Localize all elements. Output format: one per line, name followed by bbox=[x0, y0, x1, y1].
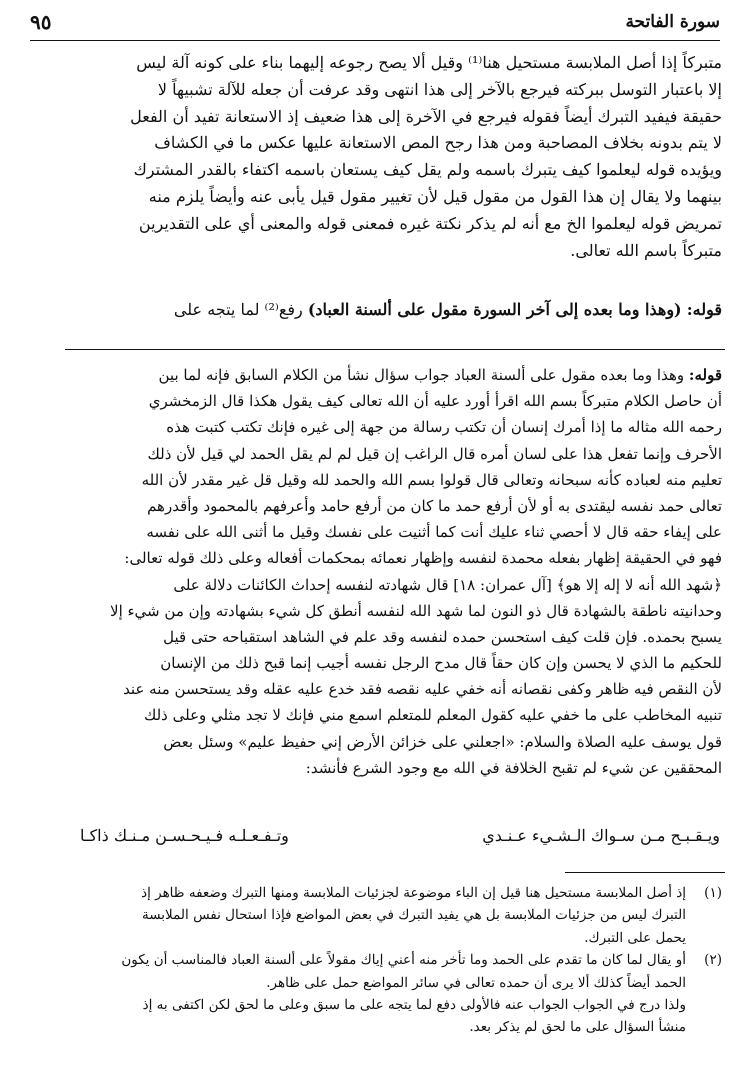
footnote-line bbox=[42, 1016, 722, 1038]
footnote-line bbox=[42, 972, 722, 994]
footnote-divider bbox=[565, 872, 725, 873]
poem-second-hemistich: وتـفـعـلـه فـيـحـسـن مـنـك ذاكـا bbox=[80, 826, 289, 845]
commentary-lead: قوله: bbox=[688, 366, 722, 384]
commentary-line: قول يوسف عليه الصلاة والسلام: «اجعلني على خزائن الأرض إني حفيظ عليم» وسئل بعض bbox=[163, 732, 722, 751]
footnote-marker: (١) bbox=[704, 885, 722, 901]
footnote-text: أو يقال لما كان ما تقدم على الحمد وما تأخر منه أعني إياك مقولاً على ألسنة العباد فالمناسب أن يكون bbox=[121, 952, 686, 969]
commentary-line: وحدانيته ناطقة بالشهادة قال ذو النون لما شهد الله لنفسه أنطق كل شيء بشهادته وإن من شيء إلا bbox=[110, 601, 722, 620]
footnote-text: يحمل على التبرك. bbox=[584, 929, 686, 946]
running-header bbox=[30, 10, 720, 41]
commentary-line: ﴿شهد الله أنه لا إله إلا هو﴾ [آل عمران: ١٨] قال شهادته لنفسه إحداث الكائنات دلالة على bbox=[173, 575, 722, 594]
commentary-line bbox=[42, 362, 722, 388]
poem-verse bbox=[80, 826, 720, 856]
qawluh-quote: (وهذا وما بعده إلى آخر السورة مقول على ألسنة العباد) bbox=[307, 300, 682, 319]
main-line: إلا باعتبار التوسل ببركته فيرجع بالآخر إلى هذا انتهى وقد عرفت أن جعله للآلة تشبيهاً لا bbox=[157, 79, 722, 99]
footnotes bbox=[42, 882, 722, 1039]
qawluh-line bbox=[52, 296, 722, 324]
footnote-line bbox=[42, 994, 722, 1016]
commentary-line: يسبح بحمده. فإن قلت كيف استحسن حمده لنفسه وقد علم في الشاهد استقباحه حتى قيل bbox=[163, 627, 722, 646]
footnote-text: ولذا درج في الجواب الجواب عنه فالأولى دفع لما يتجه على ما سبق وعلى ما لحق لكن اكتفى به إذ bbox=[142, 996, 686, 1013]
surah-title: سورة الفاتحة bbox=[625, 12, 720, 32]
commentary-line: الأحرف وإنما تفعل هذا على لسان أمره قال الراغب إن قيل لم لم يقل الحمد لي قيل لأن ذلك bbox=[147, 444, 722, 463]
main-line: ويؤيده قوله ليعلموا كيف يتبرك باسمه ولم يقل كيف يستعان باسمه اكتفاء بالقدر المشترك bbox=[133, 160, 722, 180]
main-line: بينهما ولا يقال إن هذا القول من مقول قيل لأن تغيير مقول قيل يأبى عنه وأيضاً يلزم منه bbox=[148, 186, 722, 206]
qawluh-label: قوله: bbox=[686, 300, 722, 319]
qawluh-rest: رفع⁽²⁾ لما يتجه على bbox=[173, 300, 303, 319]
commentary-line: تنبيه المخاطب على ما خفي عليه كقول المعلم للمتعلم اسمع مني فإنك لا تجد مثلي وعلى ذلك bbox=[143, 706, 722, 725]
commentary-line: تعالى حمد نفسه ليقتدى به أو لأن أرفع حمد ما كان من أرفع حامد وأعرفهم بالمحمود وأقدرهم bbox=[147, 496, 722, 515]
footnote-text: إذ أصل الملابسة مستحيل هنا قيل إن الباء موضوعة لجزئيات الملابسة ومنها التبرك وضعفه ظاهر إذ bbox=[141, 885, 686, 901]
commentary-line: لأن النقص فيه ظاهر وكفى نقصانه أنه خفي عليه نقصه فقد خدع عليه عقله وقد يستحسن منه عند bbox=[123, 680, 722, 699]
commentary-line: أن حاصل الكلام متبركاً بسم الله اقرأ أورد عليه أن الله تعالى كيف يقول هكذا قال الزمخشري bbox=[148, 392, 722, 411]
commentary-text bbox=[42, 362, 722, 781]
footnote-text: منشأ السؤال على ما لحق لم يذكر بعد. bbox=[469, 1019, 686, 1036]
main-text bbox=[52, 50, 722, 264]
footnote-line bbox=[42, 904, 722, 926]
commentary-line-text: وهذا وما بعده مقول على ألسنة العباد جواب سؤال نشأ من الكلام السابق فإنه لما بين bbox=[158, 366, 685, 384]
main-line: متبركاً إذا أصل الملابسة مستحيل هنا⁽¹⁾ وقيل ألا يصح رجوعه إليهما بناء على كونه آلة ليس bbox=[136, 53, 722, 72]
section-divider bbox=[65, 349, 725, 350]
footnote-line bbox=[42, 927, 722, 949]
main-line: حقيقة فيفيد التبرك أيضاً فقوله فيرجع في الآخرة إلى هذا ضعيف إذ الاستعانة تفيد أن الفعل bbox=[130, 106, 722, 126]
commentary-line: فهو في الحقيقة إظهار بفعله محمدة لنفسه وإظهار نعمائه بمحكمات أفعاله وعلى ذلك قوله تعالى: bbox=[124, 549, 722, 568]
main-line: لا يتم بدونه بخلاف المصاحبة ومن هذا رجح المص الاستعانة عليها عكس ما في الكشاف bbox=[154, 133, 722, 153]
commentary-line: المحققين عن شيء لم تقبح الخلافة في الله مع وجود الشرع فأنشد: bbox=[305, 758, 722, 777]
commentary-line: رحمه الله مثاله ما إذا أمرك إنسان أن تكتب رسالة من جهة إلى غيره فإنك تكتب كتبت هذه bbox=[166, 418, 722, 437]
commentary-line: على إيفاء حقه قال لا أحصي ثناء عليك أنت كما أثنيت على نفسك وقيل ما أثنى الله على نفسه bbox=[146, 523, 722, 542]
page-number: ٩٥ bbox=[30, 10, 52, 34]
main-line: تمريض قوله ليعلموا الخ مع أنه لم يذكر نكتة غيره فمعنى قوله والمعنى أي على التقديرين bbox=[138, 213, 722, 233]
footnote-line bbox=[42, 882, 722, 904]
commentary-line: تعليم منه لعباده كأنه سبحانه وتعالى قال قولوا بسم الله والحمد لله وقيل قل غير مقدر لأن الله bbox=[141, 470, 722, 489]
footnote-text: الحمد أيضاً كذلك ألا يرى أن حمده تعالى في سائر المواضع حمل على ظاهر. bbox=[266, 974, 686, 991]
footnote-marker: (٢) bbox=[704, 952, 722, 969]
footnote-text: التبرك ليس من جزئيات الملابسة بل هي يفيد التبرك في بعض المواضع فإذا استحال نفس الملابسة bbox=[142, 907, 686, 924]
commentary-line: للحكيم ما الذي لا يحسن وإن كان حقاً قال مدح الرجل نفسه أجيب إنما قبح ذلك من الإنسان bbox=[160, 654, 722, 673]
main-line: متبركاً باسم الله تعالى. bbox=[570, 240, 722, 260]
footnote-line bbox=[42, 949, 722, 971]
poem-first-hemistich: ويـقـبـح مـن سـواك الـشـيء عـنـدي bbox=[482, 826, 720, 845]
